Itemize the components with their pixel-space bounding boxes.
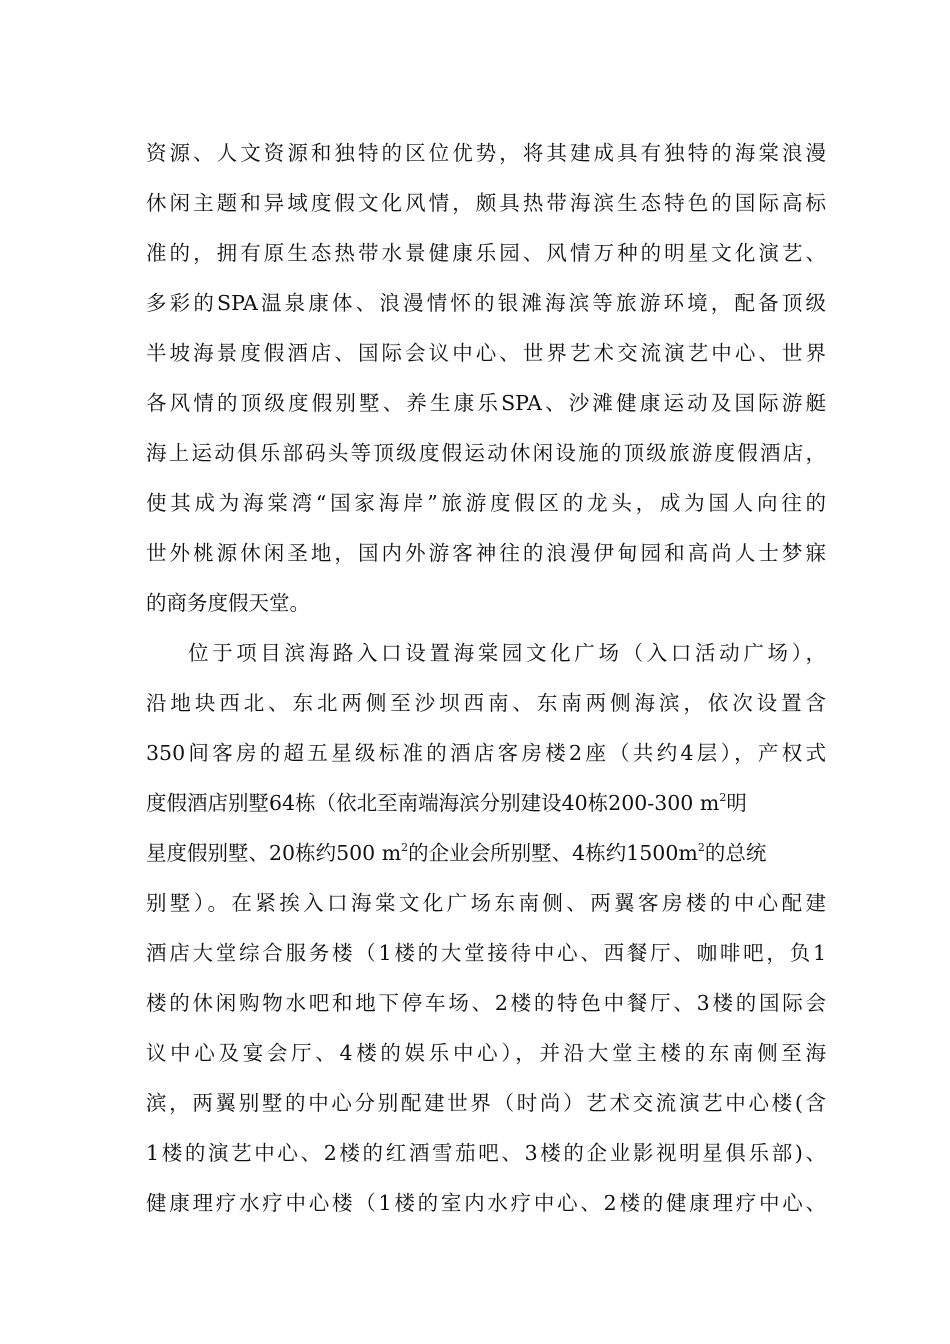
paragraph-2-line-6: 别墅）。在紧挨入口海棠文化广场东南侧、两翼客房楼的中心配建 — [146, 891, 826, 915]
paragraph-2-line-8: 楼的休闲购物水吧和地下停车场、2楼的特色中餐厅、3楼的国际会 — [146, 991, 826, 1015]
paragraph-1-line-6: 各风情的顶级度假别墅、养生康乐SPA、沙滩健康运动及国际游艇 — [146, 391, 826, 415]
paragraph-2-line-1: 位于项目滨海路入口设置海棠园文化广场（入口活动广场）， — [188, 641, 826, 665]
paragraph-2-line-10: 滨，两翼别墅的中心分别配建世界（时尚）艺术交流演艺中心楼(含 — [146, 1091, 826, 1115]
paragraph-1-line-5: 半坡海景度假酒店、国际会议中心、世界艺术交流演艺中心、世界 — [146, 341, 826, 365]
paragraph-2-line-4-tail: 明 — [726, 791, 747, 815]
paragraph-1-line-8: 使其成为海棠湾“国家海岸”旅游度假区的龙头，成为国人向往的 — [146, 491, 826, 515]
paragraph-2-line-5 — [146, 836, 826, 870]
paragraph-1-line-9: 世外桃源休闲圣地，国内外游客神往的浪漫伊甸园和高尚人士梦寐 — [146, 541, 826, 565]
superscript-squared: 2 — [401, 841, 409, 854]
paragraph-1-line-3: 准的，拥有原生态热带水景健康乐园、风情万种的明星文化演艺、 — [146, 241, 826, 265]
paragraph-2-line-12: 健康理疗水疗中心楼（1楼的室内水疗中心、2楼的健康理疗中心、 — [146, 1191, 826, 1215]
paragraph-1-line-4: 多彩的SPA温泉康体、浪漫情怀的银滩海滨等旅游环境，配备顶级 — [146, 291, 826, 315]
superscript-squared: 2 — [719, 791, 727, 804]
paragraph-2-line-4-text: 度假酒店别墅64栋（依北至南端海滨分别建设40栋200-300 m — [146, 791, 720, 815]
paragraph-1-line-7: 海上运动俱乐部码头等顶级度假运动休闲设施的顶级旅游度假酒店， — [146, 441, 826, 465]
paragraph-2-line-7: 酒店大堂综合服务楼（1楼的大堂接待中心、西餐厅、咖啡吧，负1 — [146, 941, 826, 965]
superscript-squared: 2 — [697, 841, 705, 854]
paragraph-2-line-3: 350间客房的超五星级标准的酒店客房楼2座（共约4层），产权式 — [146, 741, 826, 765]
paragraph-2-line-9: 议中心及宴会厅、4楼的娱乐中心），并沿大堂主楼的东南侧至海 — [146, 1041, 826, 1065]
paragraph-1-line-1: 资源、人文资源和独特的区位优势，将其建成具有独特的海棠浪漫 — [146, 141, 826, 165]
paragraph-1-line-2: 休闲主题和异域度假文化风情，颇具热带海滨生态特色的国际高标 — [146, 191, 826, 215]
paragraph-2-line-5-tail: 的总统 — [704, 841, 767, 865]
paragraph-1-line-10: 的商务度假天堂。 — [146, 591, 310, 615]
paragraph-2-line-11: 1楼的演艺中心、2楼的红酒雪茄吧、3楼的企业影视明星俱乐部)、 — [146, 1141, 826, 1165]
paragraph-2-line-2: 沿地块西北、东北两侧至沙坝西南、东南两侧海滨，依次设置含 — [146, 691, 826, 715]
paragraph-2-line-5-text: 星度假别墅、20栋约500 m — [146, 841, 402, 865]
paragraph-2-line-5-mid: 的企业会所别墅、4栋约1500m — [408, 841, 698, 865]
paragraph-2-line-4 — [146, 786, 826, 820]
